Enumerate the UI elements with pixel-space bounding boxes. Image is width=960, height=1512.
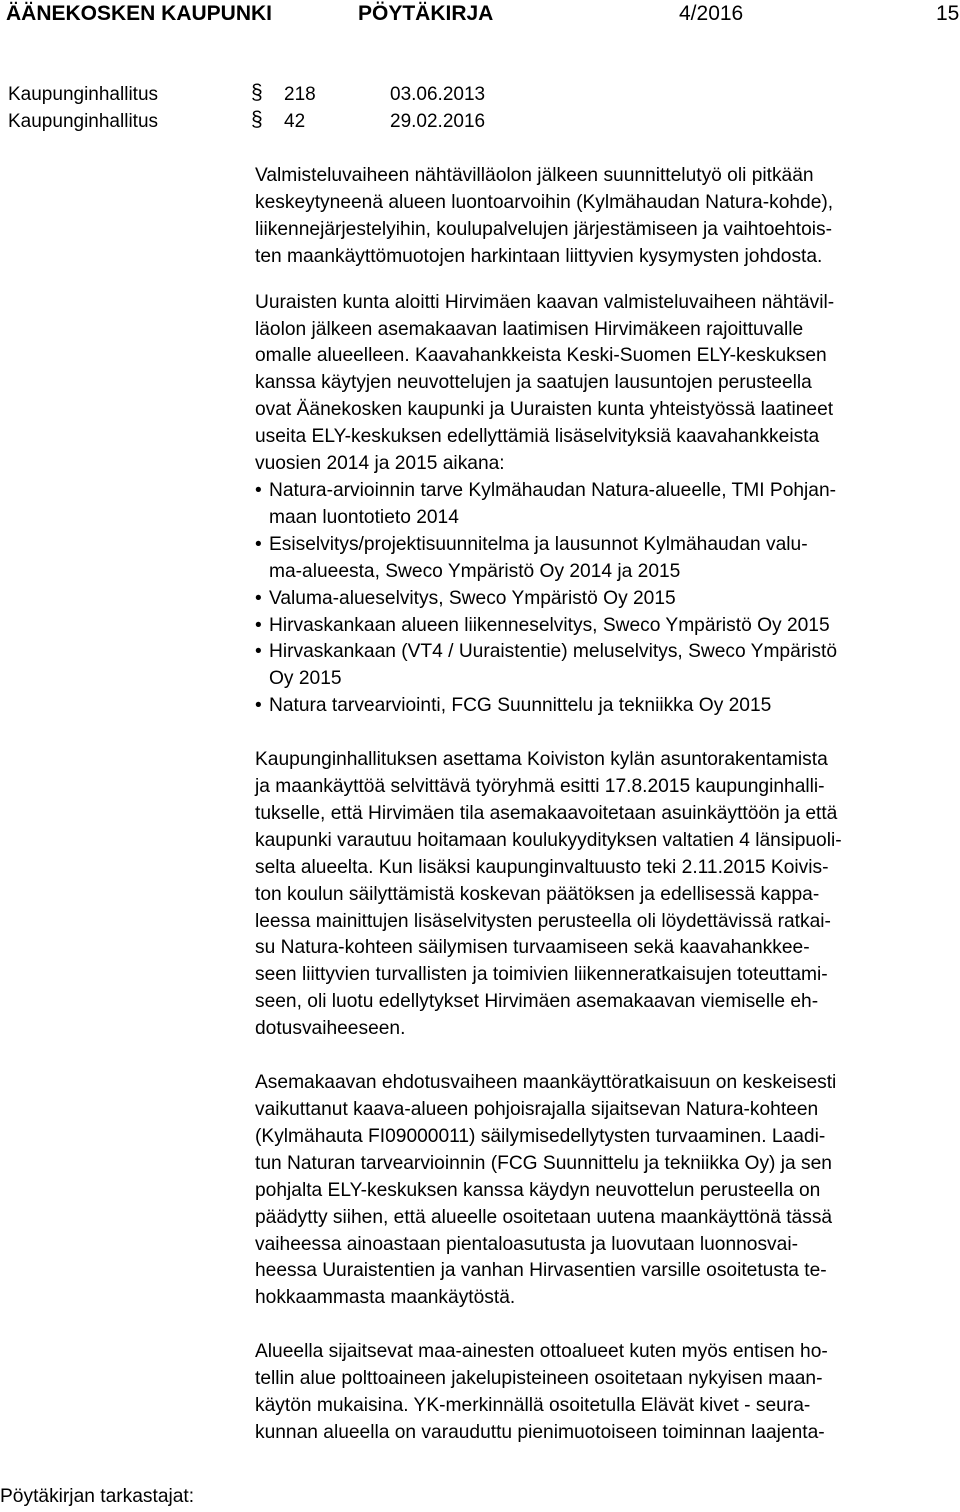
list-item: • Natura-arvioinnin tarve Kylmähaudan Natura-alueelle, TMI Pohjan- maan luontotieto 2014 [255,478,960,532]
paragraph: Alueella sijaitsevat maa-ainesten ottoalueet kuten myös entisen ho- tellin alue polttoaineen jakelupisteineen osoitetaan nykyisen maan- käytön mukaisina. YK-merkinnällä osoitetulla Elävät kivet - seura- kunnan alueella on varauduttu pienimuotoiseen toiminnan laajenta- [255,1341,828,1443]
list-item: • Natura tarvearviointi, FCG Suunnittelu ja tekniikka Oy 2015 [255,693,960,720]
meeting-references [8,82,708,136]
paragraph: Uuraisten kunta aloitti Hirvimäen kaavan valmisteluvaiheen nähtävil- läolon jälkeen asemakaavan laatimisen Hirvimäkeen rajoittuvalle omalle alueelleen. Kaavahankkeista Keski-Suomen ELY-keskuksen kanssa käytyjen neuvottelujen ja saatujen lausuntojen perusteella ovat Äänekosken kaupunki ja Uuraisten kunta yhteistyössä laatineet useita ELY-keskuksen edellyttämiä lisäselvityksiä kaavahankkeista vuosien 2014 ja 2015 aikana: [255,291,835,475]
paragraph: Kaupunginhallituksen asettama Koiviston kylän asuntorakentamista ja maankäyttöä selvittävä työryhmä esitti 17.8.2015 kaupunginhalli- tukselle, että Hirvimäen tila asemakaavoitetaan asuinkäyttöön ja että kaupunki varautuu hoitamaan koulukyydityksen valtatien 4 länsipuoli- selta alueelta. Kun lisäksi kaupunginvaltuusto teki 2.11.2015 Koivis- ton koulun säilyttämistä koskevan päätöksen ja edellisessä kappa- leessa mainittujen lisäselvitysten perusteella oli löydettävissä ratkai- su Natura-kohteen säilymisen turvaamiseen sekä kaavahankkee- seen liittyvien turvallisten ja toimivien liikenneratkaisujen toteuttami- seen, oli luotu edellytykset Hirvimäen asemakaavan viemiselle eh- dotusvaiheeseen. [255,749,842,1040]
list-item: • Hirvaskankaan alueen liikenneselvitys, Sweco Ympäristö Oy 2015 [255,613,960,640]
meeting-date: 03.06.2013 [390,84,486,105]
svg-text:§: § [251,109,263,129]
main-content [255,163,960,1447]
section-symbol-icon [251,109,271,129]
list-item: • Valuma-alueselvitys, Sweco Ympäristö Oy 2015 [255,586,960,613]
page-number: 15 [936,2,960,25]
report-list [255,478,960,720]
meeting-body: Kaupunginhallitus [8,111,159,132]
svg-text:§: § [251,82,263,102]
meeting-date: 29.02.2016 [390,111,486,132]
section-number: 218 [284,84,316,105]
meeting-row [8,82,708,109]
section-number: 42 [284,111,306,132]
section-symbol-icon [251,82,271,102]
paragraph: Valmisteluvaiheen nähtävilläolon jälkeen suunnittelutyö oli pitkään keskeytyneenä alueen luontoarvoihin (Kylmähaudan Natura-kohde), liikennejärjestelyihin, koulupalvelujen järjestämiseen ja vaihtoehtois- ten maankäyttömuotojen harkintaan liittyvien kysymysten johdosta. [255,165,834,267]
paragraph: Asemakaavan ehdotusvaiheen maankäyttöratkaisuun on keskeisesti vaikuttanut kaava-alueen pohjoisrajalla sijaitsevan Natura-kohteen (Kylmähauta FI09000011) säilymisedellytysten turvaaminen. Laadi- tun Naturan tarvearvioinnin (FCG Suunnittelu ja tekniikka Oy) ja sen pohjalta ELY-keskuksen kanssa käydyn neuvottelun perusteella on päädytty siihen, että alueelle osoitetaan uutena maankäyttönä tässä vaiheessa ainoastaan pientaloasutusta ja luovutaan luonnosvai- heessa Uuraistentien ja vanhan Hirvasentien varsille osoitetusta te- hokkaammasta maankäytöstä. [255,1072,837,1309]
document-type: PÖYTÄKIRJA [358,2,494,25]
list-item: • Hirvaskankaan (VT4 / Uuraistentie) meluselvitys, Sweco Ympäristö Oy 2015 [255,639,960,693]
organization-name: ÄÄNEKOSKEN KAUPUNKI [6,2,273,25]
document-number: 4/2016 [679,2,744,25]
meeting-row [8,109,708,136]
minutes-reviewers-label: Pöytäkirjan tarkastajat: [0,1486,195,1507]
document-header [6,0,960,30]
meeting-body: Kaupunginhallitus [8,84,159,105]
list-item: • Esiselvitys/projektisuunnitelma ja lausunnot Kylmähaudan valu- ma-alueesta, Sweco Ympäristö Oy 2014 ja 2015 [255,532,960,586]
